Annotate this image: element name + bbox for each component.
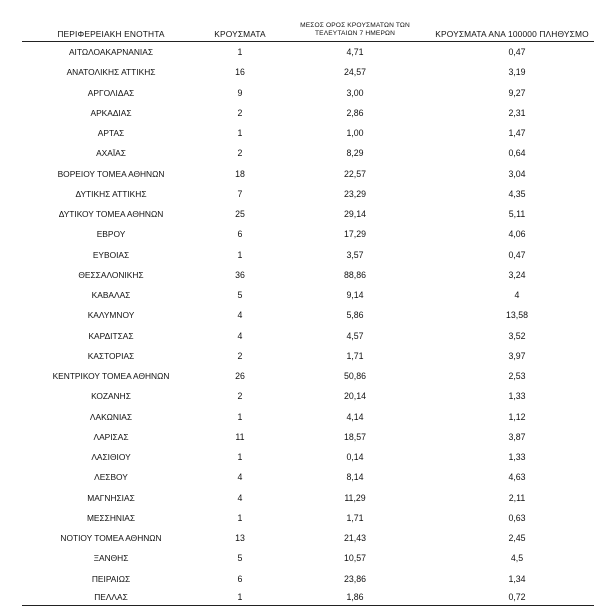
covid-cases-table [22,0,594,606]
cell-per100k: 3,97 [508,350,526,361]
header-avg7-line2: ΤΕΛΕΥΤΑΙΩΝ 7 ΗΜΕΡΩΝ [314,29,395,37]
cell-per100k: 2,53 [508,371,526,382]
cell-region: ΚΑΒΑΛΑΣ [91,290,131,301]
cell-cases: 4 [237,330,243,341]
cell-region: ΔΥΤΙΚΗΣ ΑΤΤΙΚΗΣ [75,188,147,199]
cell-cases: 6 [237,573,243,584]
table-row [22,407,594,427]
cell-per100k: 4 [514,290,520,301]
cell-per100k: 0,47 [508,249,526,260]
cell-region: ΔΥΤΙΚΟΥ ΤΟΜΕΑ ΑΘΗΝΩΝ [58,209,164,220]
cell-avg7: 8,14 [346,472,364,483]
cell-avg7: 3,57 [346,249,364,260]
cell-avg7: 23,29 [343,188,366,199]
cell-region: ΑΝΑΤΟΛΙΚΗΣ ΑΤΤΙΚΗΣ [66,67,156,78]
header-avg7-line1: ΜΕΣΟΣ ΟΡΟΣ ΚΡΟΥΣΜΑΤΩΝ ΤΩΝ [300,21,410,29]
cell-per100k: 0,64 [508,148,526,159]
header-row [22,0,594,42]
cell-region: ΕΥΒΟΙΑΣ [92,249,130,260]
cell-avg7: 88,86 [343,269,366,280]
cell-avg7: 20,14 [343,391,366,402]
cell-region: ΑΡΚΑΔΙΑΣ [90,107,132,118]
cell-cases: 9 [237,87,243,98]
cell-avg7: 4,71 [346,47,364,58]
cell-cases: 5 [237,290,243,301]
cell-per100k: 0,72 [430,589,594,606]
cell-avg7: 23,86 [343,573,366,584]
cell-cases: 4 [237,472,243,483]
cell-region: ΚΟΖΑΝΗΣ [91,391,131,402]
header-region: ΠΕΡΙΦΕΡΕΙΑΚΗ ΕΝΟΤΗΤΑ [22,0,200,42]
cell-region: ΚΑΣΤΟΡΙΑΣ [87,350,135,361]
cell-per100k: 0,63 [508,512,526,523]
cell-avg7: 11,29 [344,492,366,503]
cell-per100k: 4,5 [510,553,524,564]
cell-cases: 1 [237,128,243,139]
cell-cases: 1 [200,589,280,606]
cell-region: ΠΕΙΡΑΙΩΣ [91,573,131,584]
cell-cases: 4 [237,310,243,321]
table-row [22,508,594,528]
cell-avg7: 21,43 [343,533,366,544]
header-avg7 [280,0,430,42]
table-row [22,326,594,346]
cell-avg7: 22,57 [343,168,366,179]
cell-cases: 13 [235,533,245,544]
table-row [22,589,594,606]
table-row [22,164,594,184]
cell-avg7: 17,29 [343,229,366,240]
cell-cases: 5 [237,553,243,564]
cell-per100k: 13,58 [505,310,528,321]
cell-cases: 7 [237,188,243,199]
cell-cases: 1 [237,249,243,260]
cell-cases: 25 [235,209,245,220]
table-body [22,42,594,606]
table-row [22,467,594,487]
cell-per100k: 3,24 [508,269,526,280]
cell-per100k: 1,47 [508,128,526,139]
table-row [22,305,594,325]
cell-cases: 2 [237,350,243,361]
cell-avg7: 1,86 [280,589,430,606]
cell-per100k: 9,27 [508,87,526,98]
cell-per100k: 0,47 [508,47,526,58]
cell-per100k: 1,34 [508,573,526,584]
cell-region: ΛΕΣΒΟΥ [94,472,128,483]
header-per100k: ΚΡΟΥΣΜΑΤΑ ΑΝΑ 100000 ΠΛΗΘΥΣΜΟ [430,0,594,42]
cell-per100k: 2,31 [508,107,526,118]
cell-cases: 1 [237,411,243,422]
table-row [22,204,594,224]
cell-avg7: 29,14 [343,209,366,220]
cell-per100k: 5,11 [508,209,526,220]
cell-region: ΝΟΤΙΟΥ ΤΟΜΕΑ ΑΘΗΝΩΝ [60,533,162,544]
cell-per100k: 1,33 [508,452,526,463]
cell-per100k: 3,52 [508,330,526,341]
cell-cases: 26 [235,371,245,382]
cell-per100k: 1,33 [508,391,526,402]
cell-avg7: 50,86 [343,371,366,382]
cell-cases: 2 [237,107,243,118]
cell-region: ΛΑΚΩΝΙΑΣ [89,411,133,422]
cell-per100k: 3,19 [508,67,526,78]
cell-region: ΚΑΛΥΜΝΟΥ [87,310,135,321]
cell-region: ΜΕΣΣΗΝΙΑΣ [86,512,136,523]
table-row [22,366,594,386]
table-row [22,386,594,406]
cell-cases: 2 [237,148,243,159]
cell-region: ΑΧΑΪΑΣ [96,148,126,159]
cell-region: ΚΑΡΔΙΤΣΑΣ [88,330,134,341]
table-row [22,123,594,143]
cell-cases: 36 [235,269,245,280]
cell-avg7: 18,57 [343,431,366,442]
cell-cases: 18 [235,168,245,179]
cell-region: ΞΑΝΘΗΣ [93,553,129,564]
header-cases: ΚΡΟΥΣΜΑΤΑ [200,0,280,42]
table-row [22,42,594,63]
cell-per100k: 1,12 [508,411,526,422]
cell-region: ΕΒΡΟΥ [96,229,126,240]
cell-avg7: 10,57 [343,553,366,564]
cell-cases: 2 [237,391,243,402]
table-row [22,245,594,265]
cell-per100k: 4,63 [508,472,526,483]
cell-region: ΑΙΤΩΛΟΑΚΑΡΝΑΝΙΑΣ [68,47,154,58]
table-row [22,103,594,123]
cell-cases: 4 [237,492,243,503]
cell-cases: 11 [235,431,245,442]
cell-region: ΜΑΓΝΗΣΙΑΣ [87,492,135,503]
cell-region: ΠΕΛΛΑΣ [22,589,200,606]
cell-per100k: 2,45 [508,533,526,544]
cell-avg7: 4,57 [346,330,364,341]
cell-cases: 1 [237,47,243,58]
table-row [22,285,594,305]
cell-per100k: 2,11 [508,492,526,503]
cell-per100k: 3,04 [508,168,526,179]
table-row [22,528,594,548]
cell-avg7: 5,86 [346,310,364,321]
cell-avg7: 2,86 [346,107,364,118]
cell-per100k: 4,35 [508,188,526,199]
cell-cases: 1 [237,452,243,463]
table-row [22,447,594,467]
table-row [22,548,594,568]
cell-avg7: 1,71 [346,512,364,523]
cell-avg7: 4,14 [346,411,364,422]
cell-avg7: 24,57 [343,67,366,78]
cell-region: ΛΑΡΙΣΑΣ [93,431,129,442]
table-row [22,346,594,366]
cell-region: ΒΟΡΕΙΟΥ ΤΟΜΕΑ ΑΘΗΝΩΝ [57,168,165,179]
cell-region: ΛΑΣΙΘΙΟΥ [91,452,131,463]
cell-avg7: 9,14 [346,290,364,301]
cell-region: ΑΡΤΑΣ [97,128,125,139]
table-row [22,488,594,508]
cell-region: ΚΕΝΤΡΙΚΟΥ ΤΟΜΕΑ ΑΘΗΝΩΝ [52,371,170,382]
table-row [22,143,594,163]
cell-cases: 1 [237,512,243,523]
cell-avg7: 0,14 [346,452,364,463]
cell-cases: 16 [235,67,245,78]
cell-region: ΑΡΓΟΛΙΔΑΣ [87,87,135,98]
cell-per100k: 3,87 [508,431,526,442]
table-row [22,62,594,82]
cell-avg7: 3,00 [346,87,364,98]
table-row [22,265,594,285]
cell-region: ΘΕΣΣΑΛΟΝΙΚΗΣ [78,269,144,280]
table-row [22,83,594,103]
cell-avg7: 8,29 [346,148,364,159]
cell-avg7: 1,00 [346,128,364,139]
cell-cases: 6 [237,229,243,240]
table-row [22,184,594,204]
table-row [22,569,594,589]
cell-avg7: 1,71 [346,350,364,361]
table-row [22,224,594,244]
table-header [22,0,594,42]
cell-per100k: 4,06 [508,229,526,240]
table-row [22,427,594,447]
